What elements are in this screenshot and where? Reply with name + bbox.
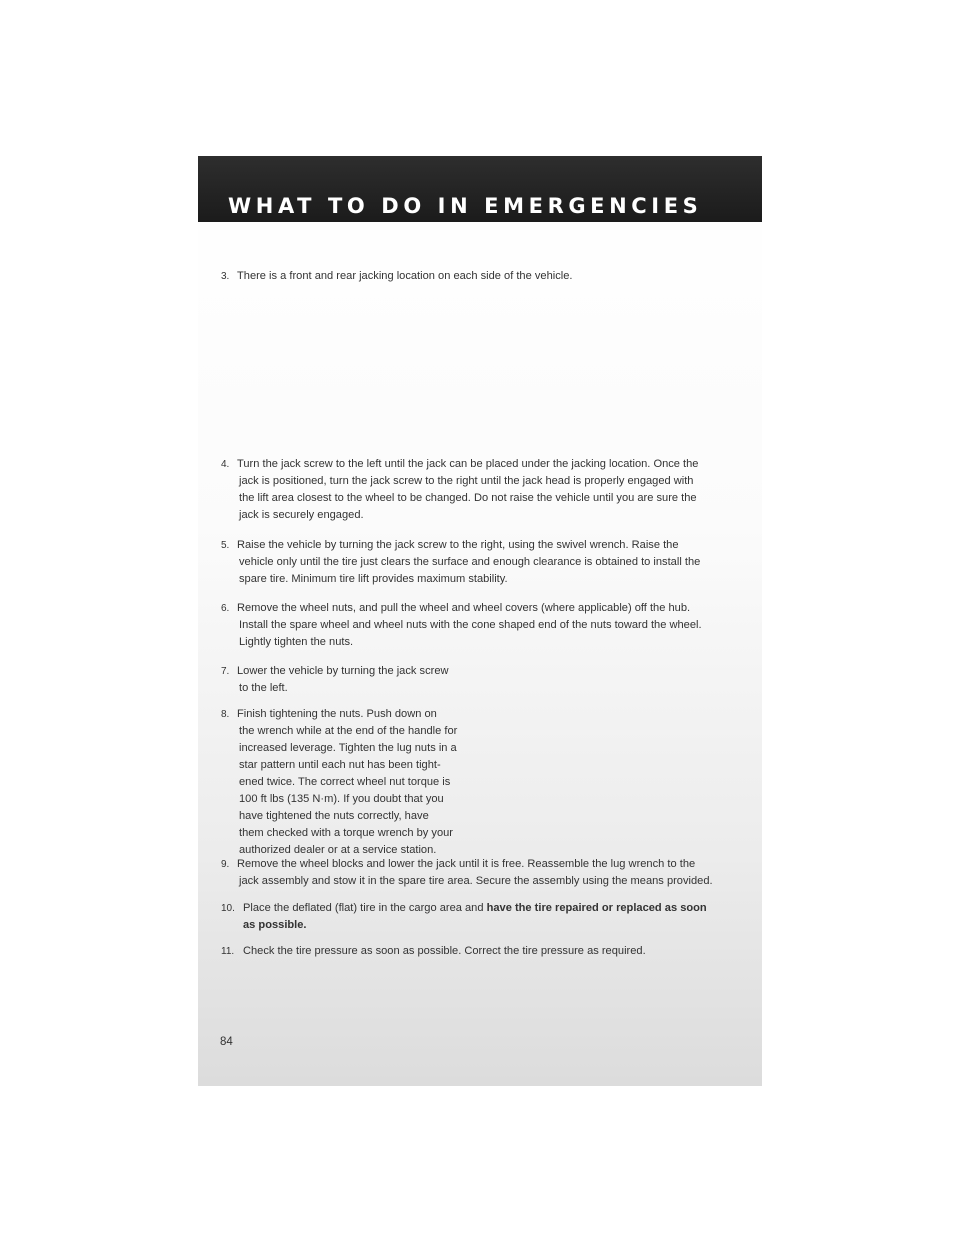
step-3 <box>221 268 572 285</box>
step-number: 11. <box>221 946 235 957</box>
step-number: 3. <box>221 271 230 282</box>
step-line: the wrench while at the end of the handle for <box>239 725 458 737</box>
step-line: to the left. <box>239 682 288 694</box>
step-line: Finish tightening the nuts. Push down on <box>237 708 437 720</box>
step-line: jack is securely engaged. <box>239 509 364 521</box>
step-line: authorized dealer or at a service station. <box>239 844 437 856</box>
page-number: 84 <box>220 1036 233 1048</box>
jacking-location-illustration <box>218 296 738 446</box>
step-number: 10. <box>221 903 235 914</box>
step-line: Lower the vehicle by turning the jack screw <box>237 665 449 677</box>
step-line: spare tire. Minimum tire lift provides maximum stability. <box>239 573 508 585</box>
step-6 <box>221 600 702 651</box>
step-line: star pattern until each nut has been tight- <box>239 759 441 771</box>
manual-page <box>198 156 762 1086</box>
step-line: vehicle only until the tire just clears the surface and enough clearance is obtained to install the <box>239 556 701 568</box>
section-header <box>198 156 762 222</box>
step-line: Lightly tighten the nuts. <box>239 636 354 648</box>
step-line: 100 ft lbs (135 N·m). If you doubt that you <box>239 793 444 805</box>
step-8 <box>221 706 457 859</box>
step-line: have tightened the nuts correctly, have <box>239 810 429 822</box>
step-4 <box>221 456 698 524</box>
step-line: them checked with a torque wrench by your <box>239 827 453 839</box>
step-5 <box>221 537 700 588</box>
step-line: Check the tire pressure as soon as possible. Correct the tire pressure as required. <box>243 945 646 957</box>
step-line: There is a front and rear jacking location on each side of the vehicle. <box>237 270 573 282</box>
step-line: jack is positioned, turn the jack screw to the right until the jack head is properly engaged with <box>239 475 694 487</box>
step-line: Install the spare wheel and wheel nuts with the cone shaped end of the nuts toward the wheel. <box>239 619 702 631</box>
step-number: 7. <box>221 666 230 677</box>
step-line: Raise the vehicle by turning the jack screw to the right, using the swivel wrench. Raise the <box>237 539 679 551</box>
step-line: ened twice. The correct wheel nut torque is <box>239 776 451 788</box>
step-line-bold: as possible. <box>243 919 307 931</box>
step-line: Place the deflated (flat) tire in the cargo area and <box>243 902 487 914</box>
section-title: WHAT TO DO IN EMERGENCIES <box>228 194 703 218</box>
step-number: 8. <box>221 709 230 720</box>
step-10 <box>221 900 707 934</box>
step-7 <box>221 663 449 697</box>
step-line: jack assembly and stow it in the spare tire area. Secure the assembly using the means provided. <box>239 875 713 887</box>
step-11 <box>221 943 646 960</box>
step-number: 5. <box>221 540 230 551</box>
step-line: Turn the jack screw to the left until the jack can be placed under the jacking location. Once the <box>237 458 699 470</box>
step-number: 4. <box>221 459 230 470</box>
step-line-bold: have the tire repaired or replaced as soon <box>486 902 707 914</box>
step-line: increased leverage. Tighten the lug nuts in a <box>239 742 457 754</box>
step-line: Remove the wheel blocks and lower the jack until it is free. Reassemble the lug wrench to the <box>237 858 696 870</box>
step-number: 9. <box>221 859 230 870</box>
step-line: the lift area closest to the wheel to be changed. Do not raise the vehicle until you are sure the <box>239 492 697 504</box>
step-9 <box>221 856 713 890</box>
step-line: Remove the wheel nuts, and pull the wheel and wheel covers (where applicable) off the hub. <box>237 602 691 614</box>
step-number: 6. <box>221 603 230 614</box>
